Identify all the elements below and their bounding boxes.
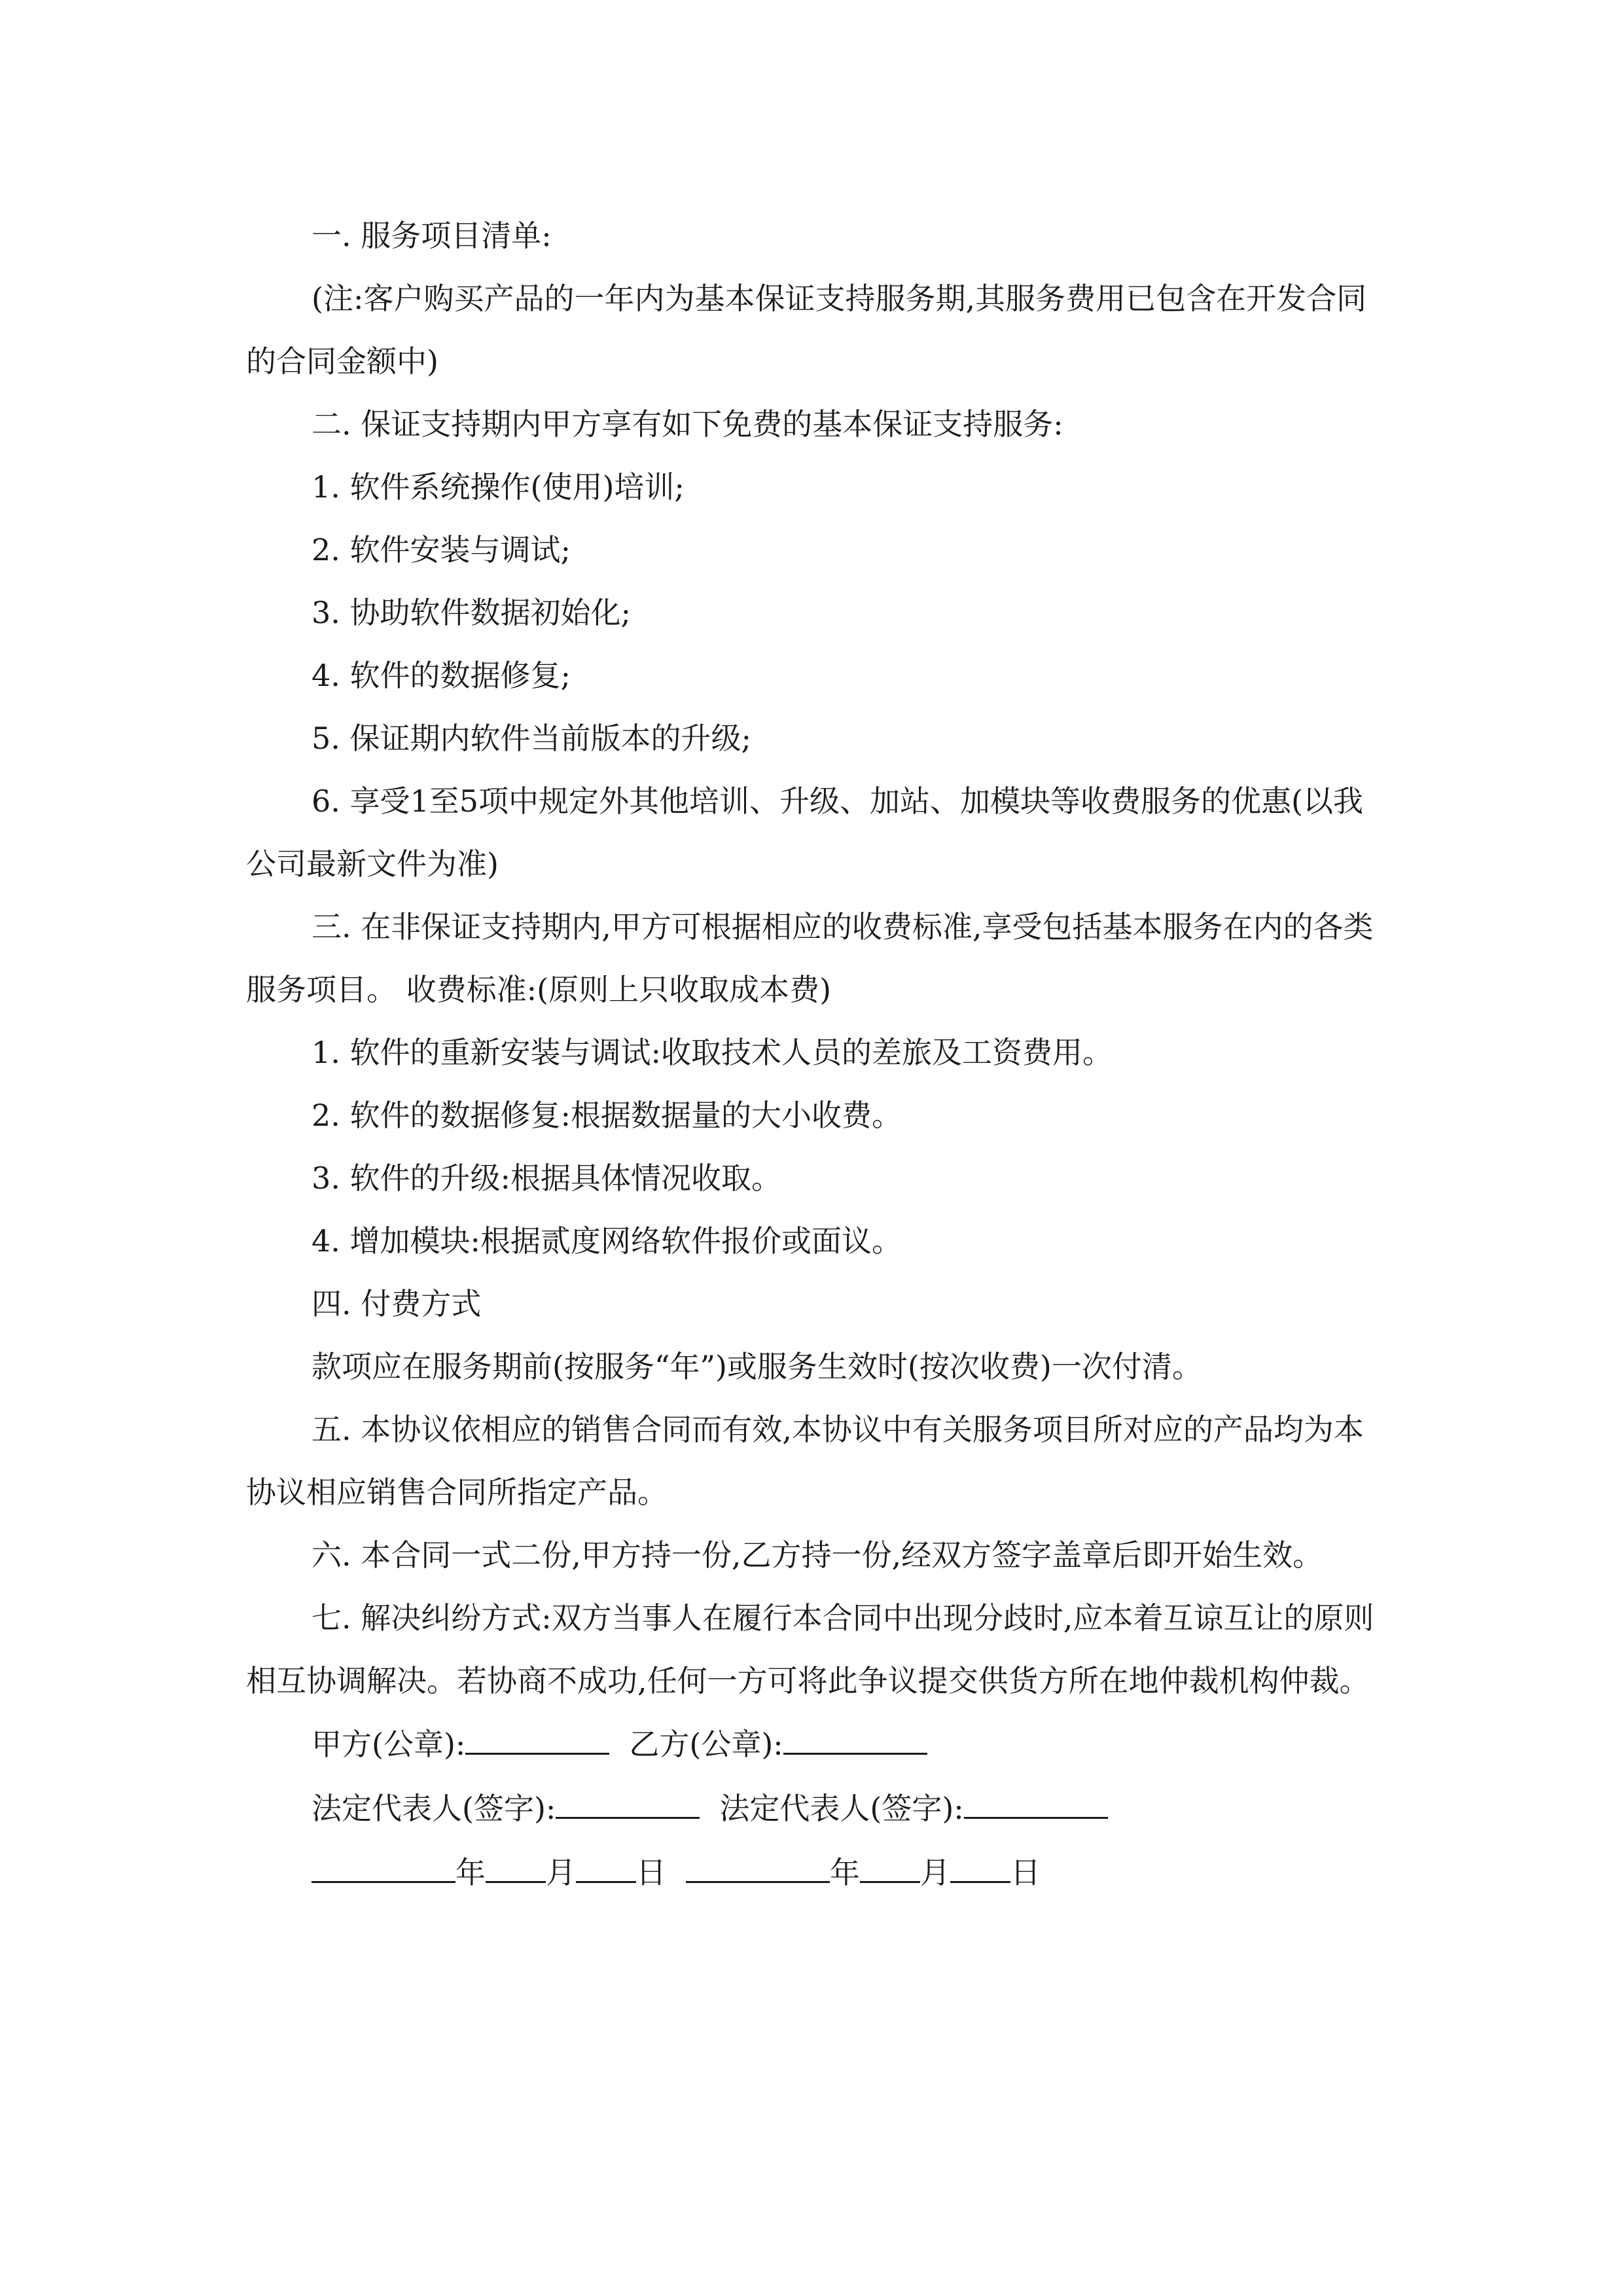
date-b-month-label: 月	[920, 1855, 950, 1890]
paragraph-8: 5. 保证期内软件当前版本的升级;	[312, 721, 752, 756]
seal-row	[246, 1712, 1378, 1776]
paragraph-10: 三. 在非保证支持期内,甲方可根据相应的收费标准,享受包括基本服务在内的各类服务项目。 收费标准:(原则上只收取成本费)	[246, 909, 1374, 1007]
date-b-year-blank[interactable]	[686, 1859, 830, 1883]
paragraph-6: 3. 协助软件数据初始化;	[312, 595, 632, 630]
party-b-seal-blank[interactable]	[783, 1731, 927, 1755]
paragraph-4: 1. 软件系统操作(使用)培训;	[312, 469, 685, 505]
party-a-seal-blank[interactable]	[465, 1731, 609, 1755]
legal-rep-b-blank[interactable]	[964, 1795, 1108, 1819]
paragraph-14: 4. 增加模块:根据贰度网络软件报价或面议。	[312, 1223, 902, 1259]
paragraph-5: 2. 软件安装与调试;	[312, 532, 571, 567]
party-a-seal-label: 甲方(公章):	[312, 1727, 466, 1762]
date-b-month-blank[interactable]	[860, 1859, 920, 1883]
paragraph-2: (注:客户购买产品的一年内为基本保证支持服务期,其服务费用已包含在开发合同的合同金额中)	[246, 281, 1367, 379]
date-row	[246, 1840, 1378, 1905]
legal-rep-a-blank[interactable]	[556, 1795, 700, 1819]
paragraph-15: 四. 付费方式	[312, 1286, 482, 1321]
paragraph-3: 二. 保证支持期内甲方享有如下免费的基本保证支持服务:	[312, 406, 1063, 442]
legal-rep-b-label: 法定代表人(签字):	[719, 1791, 964, 1826]
date-b-day-blank[interactable]	[950, 1859, 1010, 1883]
date-a-day-label: 日	[636, 1855, 666, 1890]
paragraph-19: 七. 解决纠纷方式:双方当事人在履行本合同中出现分歧时,应本着互谅互让的原则相互协调解决。若协商不成功,任何一方可将此争议提交供货方所在地仲裁机构仲裁。	[246, 1600, 1374, 1698]
paragraph-17: 五. 本协议依相应的销售合同而有效,本协议中有关服务项目所对应的产品均为本协议相应销售合同所指定产品。	[246, 1412, 1364, 1510]
paragraph-11: 1. 软件的重新安装与调试:收取技术人员的差旅及工资费用。	[312, 1035, 1113, 1070]
paragraph-9: 6. 享受1至5项中规定外其他培训、升级、加站、加模块等收费服务的优惠(以我公司最新文件为准)	[246, 783, 1363, 882]
paragraph-16: 款项应在服务期前(按服务“年”)或服务生效时(按次收费)一次付清。	[312, 1349, 1202, 1384]
document-body	[246, 204, 1378, 1905]
paragraph-18: 六. 本合同一式二份,甲方持一份,乙方持一份,经双方签字盖章后即开始生效。	[312, 1537, 1323, 1573]
paragraph-12: 2. 软件的数据修复:根据数据量的大小收费。	[312, 1098, 902, 1133]
date-a-day-blank[interactable]	[576, 1859, 636, 1883]
paragraph-7: 4. 软件的数据修复;	[312, 658, 571, 693]
date-b-day-label: 日	[1010, 1855, 1041, 1890]
date-a-year-label: 年	[455, 1855, 486, 1890]
party-b-seal-label: 乙方(公章):	[629, 1727, 783, 1762]
date-a-month-label: 月	[546, 1855, 576, 1890]
legal-representative-row	[246, 1776, 1378, 1840]
date-b-year-label: 年	[830, 1855, 860, 1890]
date-a-year-blank[interactable]	[312, 1859, 455, 1883]
paragraph-1: 一. 服务项目清单:	[312, 218, 552, 253]
legal-rep-a-label: 法定代表人(签字):	[312, 1791, 556, 1826]
paragraph-13: 3. 软件的升级:根据具体情况收取。	[312, 1160, 782, 1196]
date-a-month-blank[interactable]	[486, 1859, 546, 1883]
